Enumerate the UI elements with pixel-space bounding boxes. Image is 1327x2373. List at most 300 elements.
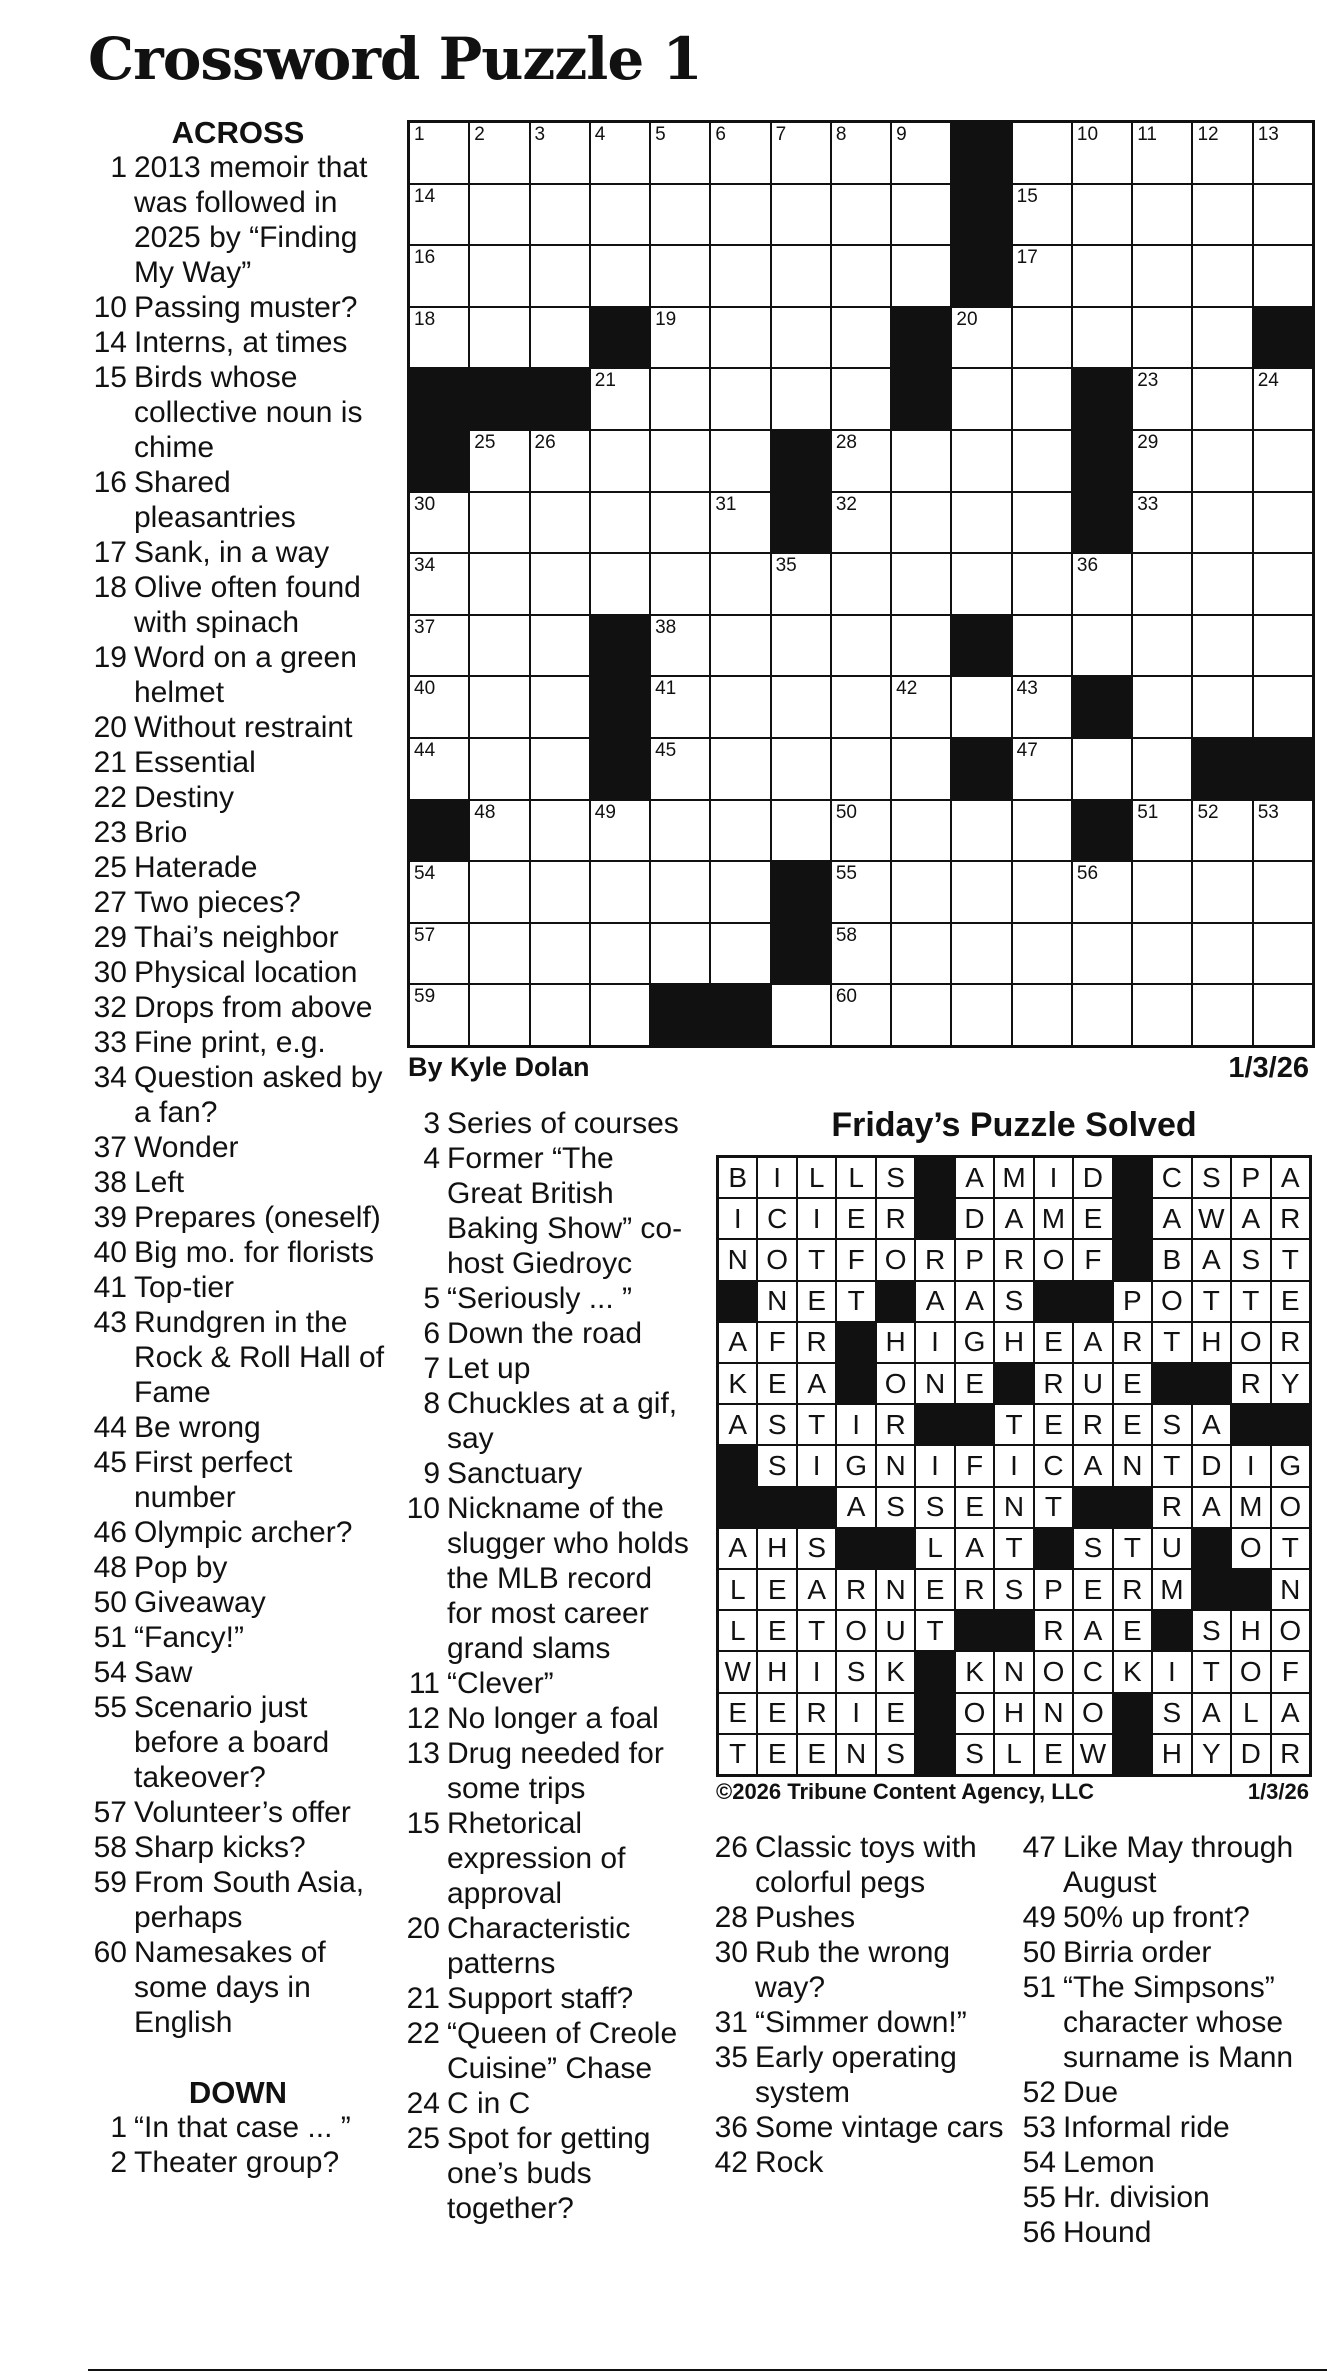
grid-cell[interactable] — [952, 308, 1010, 368]
grid-cell[interactable] — [1193, 985, 1251, 1045]
grid-cell[interactable] — [711, 185, 769, 245]
grid-cell[interactable] — [711, 801, 769, 861]
grid-cell[interactable] — [892, 246, 950, 306]
grid-cell[interactable] — [410, 924, 468, 984]
grid-cell[interactable] — [470, 677, 528, 737]
grid-cell[interactable] — [470, 185, 528, 245]
grid-cell[interactable] — [711, 123, 769, 183]
clue-text: Birria order — [1063, 1936, 1212, 1969]
solved-letter: H — [1161, 1738, 1182, 1770]
down-clue — [400, 1456, 690, 1491]
grid-cell[interactable] — [832, 616, 890, 676]
grid-cell[interactable] — [1133, 862, 1191, 922]
grid-cell[interactable] — [1013, 246, 1071, 306]
grid-cell[interactable] — [892, 801, 950, 861]
grid-cell[interactable] — [1073, 554, 1131, 614]
grid-cell[interactable] — [531, 431, 589, 491]
grid-cell[interactable] — [1193, 924, 1251, 984]
grid-cell[interactable] — [1133, 985, 1191, 1045]
clue-text: “In that case ... ” — [134, 2111, 351, 2144]
clue-text: “Queen of Creole Cuisine” Chase — [447, 2017, 678, 2085]
solved-letter: E — [1123, 1367, 1142, 1399]
solved-letter: W — [724, 1655, 751, 1687]
clue-text: Former “The Great British Baking Show” co-host Giedroyc — [447, 1142, 683, 1280]
grid-cell[interactable] — [1193, 554, 1251, 614]
solved-letter: E — [1044, 1738, 1063, 1770]
grid-cell[interactable] — [651, 123, 709, 183]
black-square — [1114, 1199, 1151, 1238]
solved-letter: Y — [1201, 1738, 1221, 1770]
solved-cell — [995, 1199, 1032, 1238]
grid-cell[interactable] — [531, 985, 589, 1045]
grid-cell[interactable] — [892, 616, 950, 676]
grid-cell[interactable] — [772, 123, 830, 183]
grid-cell[interactable] — [892, 862, 950, 922]
grid-cell[interactable] — [892, 677, 950, 737]
grid-cell[interactable] — [1073, 924, 1131, 984]
grid-cell[interactable] — [711, 431, 769, 491]
solved-cell — [956, 1529, 993, 1568]
grid-cell[interactable] — [892, 123, 950, 183]
grid-cell[interactable] — [1254, 862, 1312, 922]
clue-text: “Clever” — [447, 1667, 554, 1700]
grid-cell[interactable] — [531, 801, 589, 861]
grid-cell[interactable] — [591, 862, 649, 922]
grid-cell[interactable] — [531, 616, 589, 676]
clue-number: 2 — [110, 2146, 127, 2179]
grid-cell[interactable] — [1254, 616, 1312, 676]
grid-cell[interactable] — [952, 862, 1010, 922]
grid-cell[interactable] — [1193, 431, 1251, 491]
grid-cell[interactable] — [832, 862, 890, 922]
clue-number: 3 — [423, 1107, 440, 1140]
grid-cell[interactable] — [952, 554, 1010, 614]
solved-cell — [1272, 1735, 1309, 1774]
grid-cell[interactable] — [1254, 801, 1312, 861]
grid-cell[interactable] — [1193, 308, 1251, 368]
grid-cell[interactable] — [952, 801, 1010, 861]
grid-cell[interactable] — [651, 924, 709, 984]
grid-cell[interactable] — [952, 924, 1010, 984]
across-clue — [88, 955, 388, 990]
grid-cell[interactable] — [772, 369, 830, 429]
grid-cell[interactable] — [711, 616, 769, 676]
solved-cell — [1035, 1240, 1072, 1279]
grid-cell[interactable] — [1133, 554, 1191, 614]
solved-cell — [1193, 1199, 1230, 1238]
grid-cell[interactable] — [952, 431, 1010, 491]
solved-title: Friday’s Puzzle Solved — [831, 1106, 1197, 1144]
grid-cell[interactable] — [1013, 493, 1071, 553]
grid-cell[interactable] — [832, 431, 890, 491]
grid-cell[interactable] — [651, 739, 709, 799]
solved-cell — [1232, 1488, 1269, 1527]
grid-cell[interactable] — [410, 123, 468, 183]
grid-cell[interactable] — [470, 739, 528, 799]
grid-cell[interactable] — [410, 493, 468, 553]
grid-cell[interactable] — [470, 616, 528, 676]
grid-cell[interactable] — [410, 739, 468, 799]
grid-cell[interactable] — [1193, 801, 1251, 861]
down-heading: DOWN — [188, 2075, 288, 2110]
grid-cell[interactable] — [952, 677, 1010, 737]
grid-cell[interactable] — [711, 739, 769, 799]
across-clue — [88, 920, 388, 955]
grid-cell[interactable] — [832, 369, 890, 429]
grid-cell[interactable] — [1013, 123, 1071, 183]
grid-cell[interactable] — [1013, 185, 1071, 245]
cell-number: 54 — [414, 863, 436, 885]
grid-cell[interactable] — [832, 985, 890, 1045]
solved-letter: S — [1162, 1408, 1182, 1440]
grid-cell[interactable] — [1013, 616, 1071, 676]
grid-cell[interactable] — [772, 616, 830, 676]
solved-letter: R — [1280, 1202, 1301, 1234]
solved-cell — [758, 1652, 795, 1691]
across-clue — [88, 1550, 388, 1585]
grid-cell[interactable] — [1254, 924, 1312, 984]
solved-cell — [995, 1735, 1032, 1774]
solved-letter: H — [1003, 1326, 1025, 1358]
grid-cell[interactable] — [410, 677, 468, 737]
solved-cell — [956, 1488, 993, 1527]
grid-cell[interactable] — [591, 369, 649, 429]
black-square — [877, 1529, 914, 1568]
across-clue — [88, 1410, 388, 1445]
grid-cell[interactable] — [1133, 739, 1191, 799]
cell-number: 52 — [1197, 801, 1219, 823]
cell-number: 33 — [1137, 493, 1159, 515]
grid-cell[interactable] — [531, 862, 589, 922]
grid-cell[interactable] — [1193, 677, 1251, 737]
grid-cell[interactable] — [531, 739, 589, 799]
grid-cell[interactable] — [892, 924, 950, 984]
clue-number: 27 — [93, 886, 127, 919]
solved-letter: S — [925, 1491, 945, 1523]
grid-cell[interactable] — [952, 369, 1010, 429]
grid-cell[interactable] — [591, 431, 649, 491]
grid-cell[interactable] — [711, 554, 769, 614]
solved-cell — [719, 1405, 756, 1444]
grid-cell[interactable] — [591, 123, 649, 183]
grid-cell[interactable] — [1193, 246, 1251, 306]
grid-cell[interactable] — [651, 246, 709, 306]
grid-cell[interactable] — [651, 616, 709, 676]
grid-cell[interactable] — [470, 431, 528, 491]
cell-number: 59 — [414, 986, 436, 1008]
grid-cell[interactable] — [410, 246, 468, 306]
grid-cell[interactable] — [892, 431, 950, 491]
grid-cell[interactable] — [1073, 739, 1131, 799]
clue-number: 51 — [93, 1621, 127, 1654]
grid-cell[interactable] — [470, 123, 528, 183]
grid-cell[interactable] — [1133, 308, 1191, 368]
black-square — [758, 1488, 795, 1527]
grid-cell[interactable] — [711, 308, 769, 368]
solved-cell — [1035, 1570, 1072, 1609]
solved-letter: S — [846, 1655, 866, 1687]
grid-cell[interactable] — [711, 677, 769, 737]
solved-cell — [916, 1611, 953, 1650]
grid-cell[interactable] — [591, 246, 649, 306]
grid-cell[interactable] — [591, 554, 649, 614]
solved-cell — [877, 1694, 914, 1733]
grid-cell[interactable] — [832, 801, 890, 861]
grid-cell[interactable] — [1133, 185, 1191, 245]
solved-letter: C — [1082, 1655, 1104, 1687]
down-clue — [1018, 1970, 1323, 2075]
grid-cell[interactable] — [531, 123, 589, 183]
grid-cell[interactable] — [832, 677, 890, 737]
clue-text: Fine print, e.g. — [134, 1026, 326, 1059]
solved-cell — [837, 1405, 874, 1444]
cell-number: 58 — [835, 924, 857, 946]
grid-cell[interactable] — [952, 985, 1010, 1045]
grid-cell[interactable] — [772, 677, 830, 737]
clue-number: 6 — [423, 1317, 440, 1350]
grid-cell[interactable] — [832, 924, 890, 984]
grid-cell[interactable] — [1013, 554, 1071, 614]
grid-cell[interactable] — [531, 924, 589, 984]
solved-cell — [995, 1570, 1032, 1609]
solved-letter: S — [767, 1449, 787, 1481]
grid-cell[interactable] — [892, 185, 950, 245]
solved-letter: E — [1123, 1614, 1142, 1646]
grid-cell[interactable] — [651, 862, 709, 922]
grid-cell[interactable] — [531, 246, 589, 306]
grid-cell[interactable] — [1073, 246, 1131, 306]
solved-cell — [995, 1529, 1032, 1568]
across-clue — [88, 1690, 388, 1795]
solved-letter: K — [1123, 1655, 1142, 1687]
grid-cell[interactable] — [1013, 924, 1071, 984]
grid-cell[interactable] — [772, 185, 830, 245]
grid-cell[interactable] — [772, 554, 830, 614]
grid-cell[interactable] — [1254, 123, 1312, 183]
grid-cell[interactable] — [711, 246, 769, 306]
solved-letter: L — [729, 1614, 746, 1646]
solved-cell — [1232, 1529, 1269, 1568]
grid-cell[interactable] — [952, 493, 1010, 553]
crossword-grid[interactable] — [407, 120, 1315, 1048]
grid-cell[interactable] — [470, 924, 528, 984]
grid-cell[interactable] — [772, 985, 830, 1045]
grid-cell[interactable] — [1254, 431, 1312, 491]
grid-cell[interactable] — [1013, 677, 1071, 737]
solved-cell — [877, 1364, 914, 1403]
grid-cell[interactable] — [1133, 123, 1191, 183]
grid-cell[interactable] — [772, 246, 830, 306]
solved-letter: P — [1044, 1573, 1063, 1605]
black-square — [1074, 1488, 1111, 1527]
grid-cell[interactable] — [1013, 369, 1071, 429]
solved-letter: T — [1281, 1243, 1299, 1275]
grid-cell[interactable] — [651, 801, 709, 861]
grid-cell[interactable] — [531, 308, 589, 368]
solved-cell — [995, 1323, 1032, 1362]
grid-cell[interactable] — [470, 308, 528, 368]
grid-cell[interactable] — [591, 985, 649, 1045]
grid-cell[interactable] — [410, 985, 468, 1045]
grid-cell[interactable] — [892, 739, 950, 799]
grid-cell[interactable] — [651, 677, 709, 737]
grid-cell[interactable] — [1013, 801, 1071, 861]
grid-cell[interactable] — [1133, 616, 1191, 676]
grid-cell[interactable] — [591, 185, 649, 245]
clue-number: 20 — [406, 1912, 440, 1945]
grid-cell[interactable] — [1133, 493, 1191, 553]
clue-text: Hr. division — [1063, 2181, 1210, 2214]
solved-letter: O — [963, 1697, 986, 1729]
grid-cell[interactable] — [1013, 739, 1071, 799]
grid-cell[interactable] — [591, 924, 649, 984]
solved-letter: C — [1161, 1161, 1182, 1193]
grid-cell[interactable] — [1193, 616, 1251, 676]
down-clue — [710, 2145, 1010, 2180]
solved-letter: N — [846, 1738, 867, 1770]
solved-letter: A — [1201, 1243, 1221, 1275]
grid-cell[interactable] — [1073, 308, 1131, 368]
solved-letter: N — [885, 1573, 906, 1605]
grid-cell[interactable] — [1254, 985, 1312, 1045]
grid-cell[interactable] — [470, 493, 528, 553]
solved-letter: S — [965, 1738, 984, 1770]
grid-cell[interactable] — [591, 801, 649, 861]
grid-cell[interactable] — [531, 677, 589, 737]
solved-cell — [877, 1735, 914, 1774]
grid-cell[interactable] — [1073, 616, 1131, 676]
grid-cell[interactable] — [1013, 862, 1071, 922]
solved-letter: U — [1082, 1367, 1104, 1399]
cell-number: 24 — [1257, 370, 1279, 392]
grid-cell[interactable] — [832, 739, 890, 799]
grid-cell[interactable] — [651, 369, 709, 429]
solved-cell — [719, 1323, 756, 1362]
solved-letter: A — [1083, 1449, 1103, 1481]
down-clue — [400, 1351, 690, 1386]
grid-cell[interactable] — [711, 862, 769, 922]
grid-cell[interactable] — [410, 554, 468, 614]
grid-cell[interactable] — [1254, 677, 1312, 737]
solved-cell — [1153, 1282, 1190, 1321]
grid-cell[interactable] — [1254, 493, 1312, 553]
solved-cell — [1035, 1488, 1072, 1527]
grid-cell[interactable] — [651, 431, 709, 491]
grid-cell[interactable] — [1193, 123, 1251, 183]
grid-cell[interactable] — [1073, 985, 1131, 1045]
grid-cell[interactable] — [410, 185, 468, 245]
grid-cell[interactable] — [1193, 185, 1251, 245]
grid-cell[interactable] — [1193, 862, 1251, 922]
grid-cell[interactable] — [531, 493, 589, 553]
solved-letter: U — [885, 1614, 906, 1646]
grid-cell[interactable] — [1073, 185, 1131, 245]
grid-cell[interactable] — [832, 493, 890, 553]
solved-letter: S — [1004, 1285, 1024, 1317]
grid-cell[interactable] — [531, 554, 589, 614]
grid-cell[interactable] — [772, 308, 830, 368]
grid-cell[interactable] — [1073, 862, 1131, 922]
grid-cell[interactable] — [772, 739, 830, 799]
solved-cell — [1193, 1611, 1230, 1650]
grid-cell[interactable] — [1133, 369, 1191, 429]
grid-cell[interactable] — [1193, 493, 1251, 553]
grid-cell[interactable] — [832, 123, 890, 183]
solved-cell — [1035, 1199, 1072, 1238]
solved-letter: I — [852, 1408, 861, 1440]
grid-cell[interactable] — [1254, 554, 1312, 614]
across-clue — [88, 1585, 388, 1620]
grid-cell[interactable] — [711, 924, 769, 984]
grid-cell[interactable] — [1013, 431, 1071, 491]
grid-cell[interactable] — [892, 985, 950, 1045]
clue-number: 58 — [93, 1831, 127, 1864]
grid-cell[interactable] — [1254, 369, 1312, 429]
grid-cell[interactable] — [1133, 246, 1191, 306]
grid-cell[interactable] — [892, 554, 950, 614]
cell-number: 10 — [1076, 124, 1099, 145]
grid-cell[interactable] — [410, 862, 468, 922]
solved-letter: R — [806, 1326, 827, 1358]
grid-cell[interactable] — [711, 493, 769, 553]
grid-cell[interactable] — [832, 308, 890, 368]
solved-cell — [719, 1199, 756, 1238]
grid-cell[interactable] — [772, 801, 830, 861]
grid-cell[interactable] — [470, 985, 528, 1045]
black-square — [1153, 1364, 1190, 1403]
grid-cell[interactable] — [1133, 431, 1191, 491]
solved-letter: H — [767, 1655, 788, 1687]
grid-cell[interactable] — [410, 616, 468, 676]
grid-cell[interactable] — [651, 493, 709, 553]
grid-cell[interactable] — [651, 185, 709, 245]
grid-cell[interactable] — [1133, 924, 1191, 984]
grid-cell[interactable] — [892, 493, 950, 553]
grid-cell[interactable] — [832, 554, 890, 614]
grid-cell[interactable] — [1254, 246, 1312, 306]
grid-cell[interactable] — [470, 554, 528, 614]
grid-cell[interactable] — [591, 493, 649, 553]
grid-cell[interactable] — [832, 246, 890, 306]
grid-cell[interactable] — [1193, 369, 1251, 429]
solved-cell — [1272, 1570, 1309, 1609]
grid-cell[interactable] — [651, 554, 709, 614]
grid-cell[interactable] — [1133, 801, 1191, 861]
clue-number: 13 — [406, 1737, 440, 1770]
grid-cell[interactable] — [1073, 123, 1131, 183]
grid-cell[interactable] — [1254, 185, 1312, 245]
grid-cell[interactable] — [531, 185, 589, 245]
grid-cell[interactable] — [410, 308, 468, 368]
across-clue — [88, 850, 388, 885]
grid-cell[interactable] — [470, 246, 528, 306]
grid-cell[interactable] — [1133, 677, 1191, 737]
grid-cell[interactable] — [470, 801, 528, 861]
across-clue — [88, 1025, 388, 1060]
grid-cell[interactable] — [470, 862, 528, 922]
solved-cell — [995, 1240, 1032, 1279]
cell-number: 8 — [835, 124, 847, 145]
solved-cell — [837, 1282, 874, 1321]
grid-cell[interactable] — [1013, 308, 1071, 368]
clue-number: 15 — [93, 361, 127, 394]
grid-cell[interactable] — [651, 308, 709, 368]
grid-cell[interactable] — [1013, 985, 1071, 1045]
clue-number: 22 — [93, 781, 127, 814]
grid-cell[interactable] — [832, 185, 890, 245]
solved-letter: K — [886, 1655, 905, 1687]
grid-cell[interactable] — [711, 369, 769, 429]
